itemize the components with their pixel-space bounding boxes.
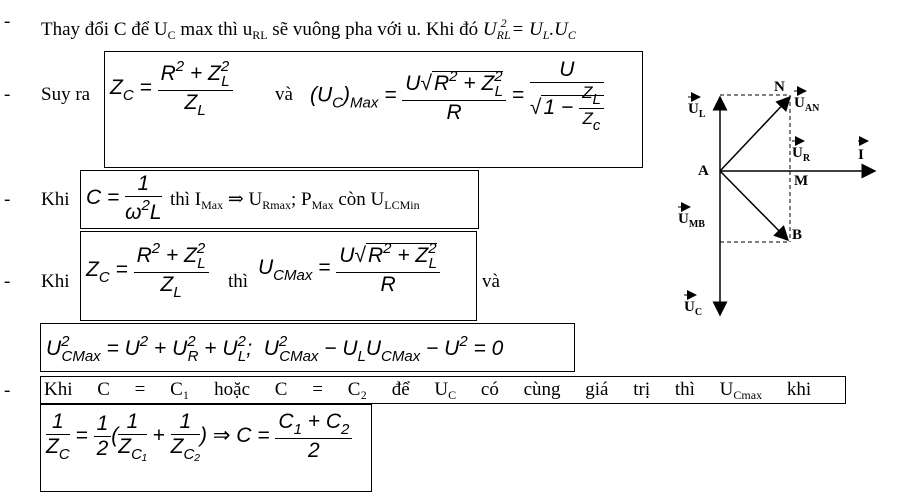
line-6-text: Khi C = C₁ hoặc C = C₂ để $U_C$ có cùng giá trị thì $U_{Cmax}$ khi — [44, 379, 812, 402]
label-b: B — [792, 227, 803, 243]
line-3-text: thì $I_{Max}$ ⇒ $U_{Rmax}$; $P_{Max}$ còn $U_{LCMin}$ — [170, 189, 420, 212]
formula-ucmax-2: $U_{CMax}$ = $\frac{U√R^2 + Z^2_L}{R}$ — [258, 240, 440, 297]
line-4-prefix: Khi — [41, 271, 70, 292]
line-4-and: và — [482, 271, 500, 292]
bullet-1: - — [4, 11, 11, 32]
label-ur: $U_R$ — [792, 145, 811, 164]
formula-c-resonance: C = $\frac{1}{\omega^2L}$ — [86, 172, 162, 224]
label-i: I — [858, 147, 864, 163]
line-2-and: và — [275, 84, 293, 105]
bullet-5: - — [4, 380, 11, 401]
formula-quadratic: $U^2_{CMax} = U^2 + U^2_R + U^2_L$; $U^2_{CMax} - U_LU_{CMax} - U^2 = 0$ — [46, 333, 504, 365]
line-3-prefix: Khi — [41, 189, 70, 210]
label-m: M — [794, 173, 809, 189]
line-4-then: thì — [228, 271, 249, 292]
formula-ucmax: $(U_C)_{Max}$ = $\frac{U√R^2 + Z^2_L}{R}$ = U √1 − $\frac{ZL}{Zc}$ — [310, 58, 604, 134]
label-uc: $U_C$ — [684, 299, 703, 318]
bullet-2: - — [4, 84, 11, 105]
line-2-prefix: Suy ra — [41, 84, 91, 105]
formula-zc-2: $Z_C$ = $\frac{R^2 + Z^2_L}{Z_L}$ — [86, 240, 209, 301]
line-1: Thay đổi C để $U_C$ max thì $u_{RL}$ sẽ vuông pha với u. Khi đó $U_{RL}^2 = U_L.U_C$ — [41, 16, 576, 42]
label-ul: $U_L$ — [688, 101, 706, 120]
label-uan: $U_{AN}$ — [794, 95, 820, 114]
label-n: N — [774, 79, 785, 95]
bullet-4: - — [4, 271, 11, 292]
formula-zc: $Z_C$ = $\frac{R^2 + Z^2_L}{Z_L}$ — [110, 58, 233, 119]
label-a: A — [698, 163, 709, 179]
label-umb: $U_{MB}$ — [678, 211, 705, 230]
bullet-3: - — [4, 189, 11, 210]
phasor-diagram — [670, 75, 890, 325]
formula-c-average: $\frac{1}{Z_C}$ = $\frac{1}{2}$ ( $\frac{1}{Z_{C_1}}$ + $\frac{1}{Z_{C_2}}$ ) ⇒ C = $\frac{C_1 + C_2}{2}$ — [46, 410, 352, 463]
